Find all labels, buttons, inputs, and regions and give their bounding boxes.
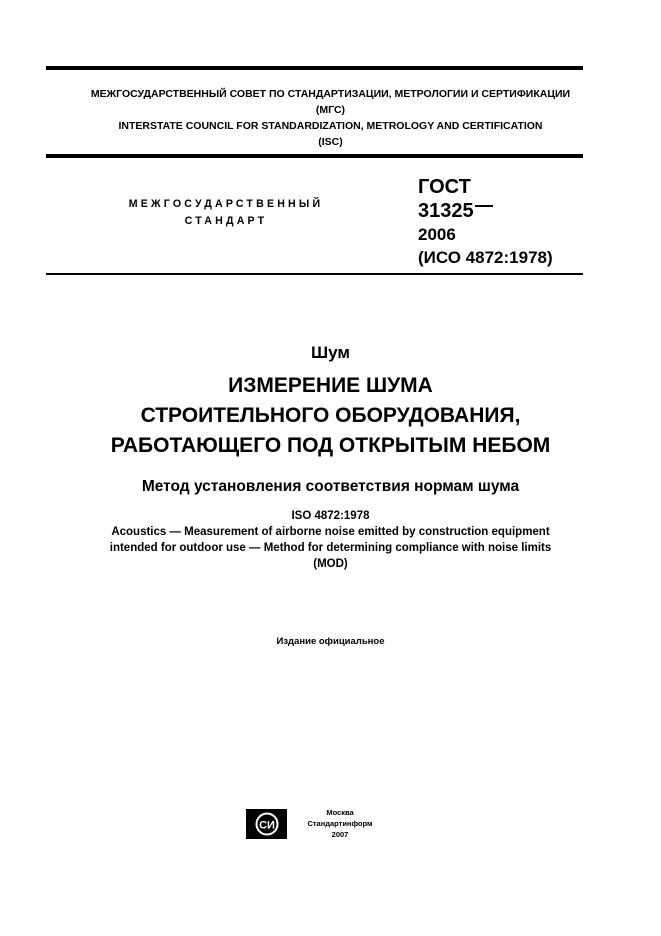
gost-designation-block bbox=[418, 175, 553, 269]
iso-title-line1: Acoustics — Measurement of airborne noise emitted by construction equipment bbox=[111, 526, 550, 538]
standartinform-logo-icon bbox=[246, 809, 287, 839]
header-top-rule bbox=[46, 66, 583, 70]
subject-heading: Шум bbox=[311, 343, 350, 362]
publisher-city: Москва bbox=[326, 808, 354, 817]
gost-dash bbox=[475, 205, 493, 207]
iso-title-line2: intended for outdoor use — Method for determining compliance with noise limits bbox=[109, 542, 552, 554]
gost-number-row bbox=[418, 199, 553, 223]
standard-type bbox=[96, 196, 356, 230]
edition-label: Издание официальное bbox=[276, 636, 385, 647]
standard-type-line1: МЕЖГОСУДАРСТВЕННЫЙ bbox=[128, 198, 324, 210]
gost-label: ГОСТ bbox=[418, 176, 471, 198]
header-bottom-rule bbox=[46, 154, 583, 158]
council-ru-abbr: (МГС) bbox=[315, 104, 346, 116]
main-title-line3: РАБОТАЮЩЕГО ПОД ОТКРЫТЫМ НЕБОМ bbox=[110, 434, 551, 457]
council-block bbox=[0, 86, 661, 150]
council-en-name: INTERSTATE COUNCIL FOR STANDARDIZATION, METROLOGY AND CERTIFICATION bbox=[118, 120, 543, 132]
method-subtitle: Метод установления соответствия нормам шума bbox=[141, 478, 520, 495]
iso-modification: (MOD) bbox=[313, 558, 348, 570]
publisher-year: 2007 bbox=[331, 830, 349, 839]
publisher-name: Стандартинформ bbox=[307, 819, 373, 828]
main-title bbox=[0, 371, 661, 461]
iso-equivalent: (ИСО 4872:1978) bbox=[418, 248, 553, 267]
logo-text: СИ bbox=[258, 819, 275, 832]
iso-code: ISO 4872:1978 bbox=[291, 510, 370, 522]
main-title-line1: ИЗМЕРЕНИЕ ШУМА bbox=[228, 374, 433, 397]
council-ru-name: МЕЖГОСУДАРСТВЕННЫЙ СОВЕТ ПО СТАНДАРТИЗАЦИИ, МЕТРОЛОГИИ И СЕРТИФИКАЦИИ bbox=[90, 88, 571, 100]
main-title-line2: СТРОИТЕЛЬНОГО ОБОРУДОВАНИЯ, bbox=[140, 404, 521, 427]
designation-bottom-rule bbox=[46, 273, 583, 275]
publisher-logo bbox=[246, 809, 287, 839]
logo-emblem-icon bbox=[251, 812, 283, 836]
standard-type-line2: СТАНДАРТ bbox=[184, 215, 268, 227]
iso-reference bbox=[0, 508, 661, 572]
gost-number: 31325 bbox=[418, 200, 474, 222]
council-en-abbr: (ISC) bbox=[318, 136, 343, 148]
publisher-block bbox=[290, 807, 390, 840]
gost-year: 2006 bbox=[418, 225, 456, 244]
